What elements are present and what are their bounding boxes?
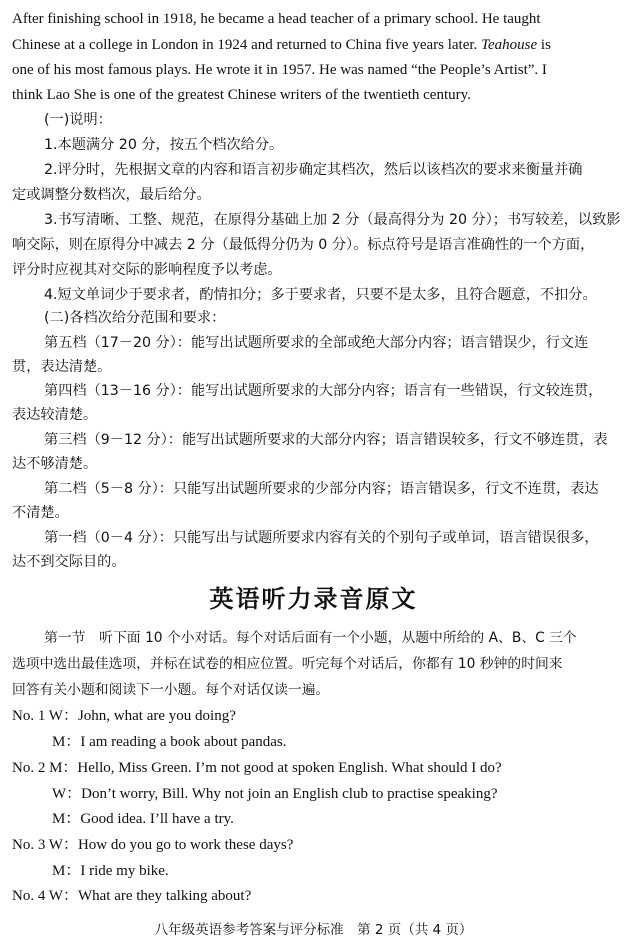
note-item: 2.评分时，先根据文章的内容和语言初步确定其档次，然后以该档次的要求来衡量并确 [44, 162, 583, 178]
dialogue-line: No. 4 W：What are they talking about? [12, 888, 252, 904]
grade-line: 第三档（9－12 分）：能写出试题所要求的大部分内容；语言错误较多，行文不够连贯，表 [44, 432, 608, 448]
note-item: 响交际，则在原得分中减去 2 分（最低得分仍为 0 分）。标点符号是语言准确性的一个方面， [12, 237, 595, 253]
dialogue-line: M：I ride my bike. [52, 863, 169, 879]
dialogue-line: No. 2 M：Hello, Miss Green. I’m not good at spoken English. What should I do? [12, 760, 502, 776]
intro-line: 第一节 听下面 10 个小对话。每个对话后面有一个小题，从题中所给的 A、B、C 三个 [44, 630, 577, 646]
note-item: 3.书写清晰、工整、规范，在原得分基础上加 2 分（最高得分为 20 分）；书写较差，以致影 [44, 212, 621, 228]
note-item: 评分时应视其对交际的影响程度予以考虑。 [12, 262, 282, 278]
grade-line: 第五档（17－20 分）：能写出试题所要求的全部或绝大部分内容；语言错误少，行文连 [44, 335, 589, 351]
grade-line: 第二档（5－8 分）：只能写出试题所要求的少部分内容；语言错误多，行文不连贯，表达 [44, 481, 599, 497]
answer-line-3: one of his most famous plays. He wrote it in 1957. He was named “the People’s Artist”. I [12, 62, 547, 78]
dialogue-line: No. 1 W：John, what are you doing? [12, 708, 236, 724]
grade-line: 不清楚。 [12, 505, 69, 521]
dialogue-line: No. 3 W：How do you go to work these days? [12, 837, 294, 853]
grade-line: 表达较清楚。 [12, 407, 98, 423]
section-title: 英语听力录音原文 [209, 585, 418, 613]
intro-line: 选项中选出最佳选项，并标在试卷的相应位置。听完每个对话后，你都有 10 秒钟的时间来 [12, 656, 563, 672]
grades-heading: (二)各档次给分范围和要求： [44, 310, 226, 326]
note-item: 1.本题满分 20 分，按五个档次给分。 [44, 137, 284, 153]
dialogue-line: M：Good idea. I’ll have a try. [52, 811, 234, 827]
page-footer: 八年级英语参考答案与评分标准 第 2 页（共 4 页） [154, 922, 473, 938]
intro-line: 回答有关小题和阅读下一小题。每个对话仅读一遍。 [12, 682, 330, 698]
notes-heading: (一)说明： [44, 112, 112, 128]
dialogue-line: M：I am reading a book about pandas. [52, 734, 287, 750]
grade-line: 达不够清楚。 [12, 456, 98, 472]
dialogue-line: W：Don’t worry, Bill. Why not join an English club to practise speaking? [52, 786, 498, 802]
answer-line-1: After finishing school in 1918, he became a head teacher of a primary school. He taught [12, 11, 541, 27]
answer-line-2: Chinese at a college in London in 1924 and returned to China five years later. Teahouse is [12, 37, 551, 53]
note-item: 4.短文单词少于要求者，酌情扣分；多于要求者，只要不是太多，且符合题意，不扣分。 [44, 287, 597, 303]
grade-line: 第一档（0－4 分）：只能写出与试题所要求内容有关的个别句子或单词，语言错误很多， [44, 530, 599, 546]
grade-line: 达不到交际目的。 [12, 554, 126, 570]
grade-line: 贯，表达清楚。 [12, 359, 112, 375]
note-item: 定或调整分数档次，最后给分。 [12, 187, 211, 203]
grade-line: 第四档（13－16 分）：能写出试题所要求的大部分内容；语言有一些错误，行文较连贯， [44, 383, 603, 399]
answer-line-4: think Lao She is one of the greatest Chinese writers of the twentieth century. [12, 87, 471, 103]
